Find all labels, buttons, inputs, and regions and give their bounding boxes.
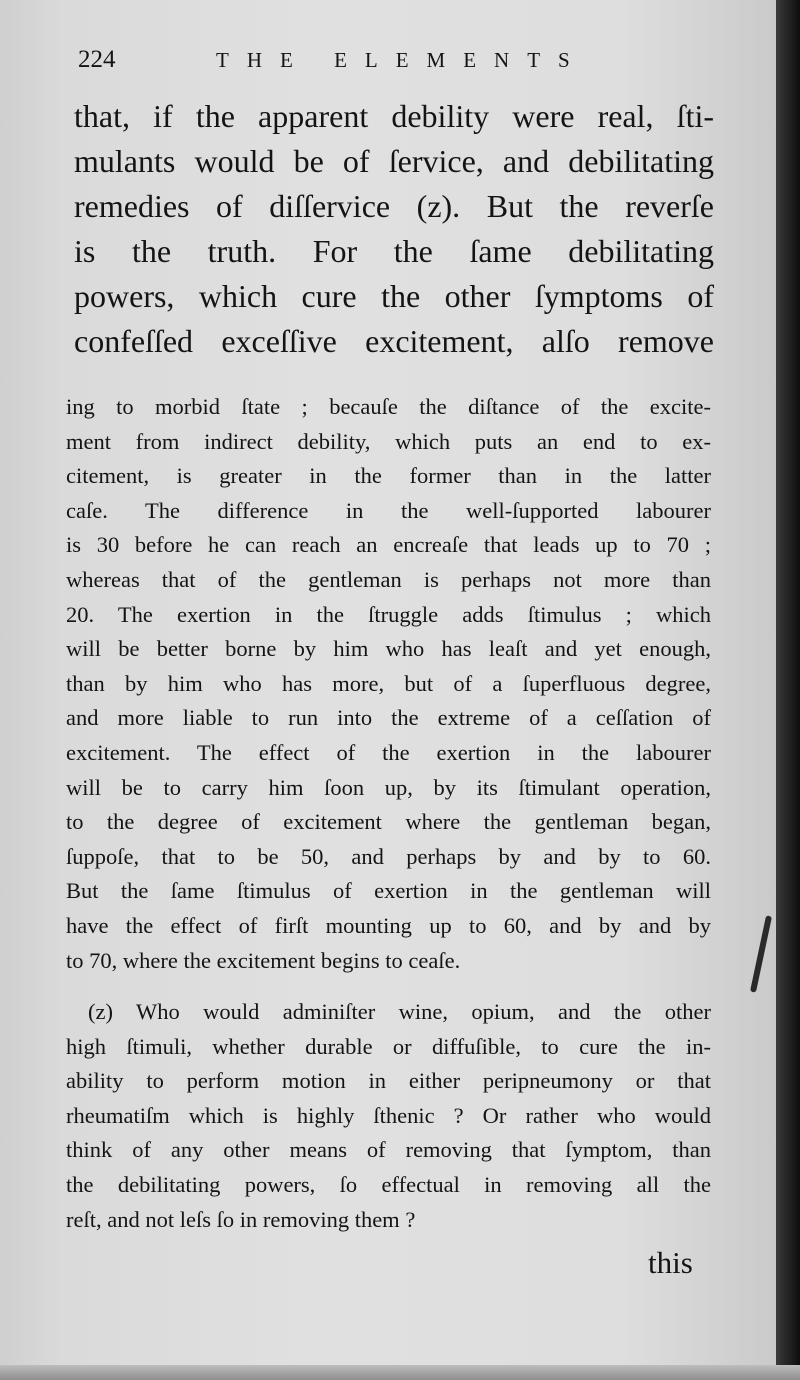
footnote-line: ing to morbid ſtate ; becauſe the diſtance of the excite- bbox=[66, 394, 711, 419]
text-line: powers, which cure the other ſymptoms of bbox=[74, 278, 714, 314]
main-text bbox=[74, 94, 714, 364]
text-line: is the truth. For the ſame debilitating bbox=[74, 233, 714, 269]
running-title: THE ELEMENTS bbox=[216, 48, 588, 72]
text-line: mulants would be of ſervice, and debilitating bbox=[74, 143, 714, 179]
footnote-line: is 30 before he can reach an encreaſe that leads up to 70 ; bbox=[66, 532, 711, 558]
footnote-line: reſt, and not leſs ſo in removing them ? bbox=[66, 1206, 416, 1232]
footnote-line: have the effect of firſt mounting up to 60, and by and by bbox=[66, 912, 711, 938]
footnote-continued bbox=[66, 390, 711, 978]
footnote-line: ment from indirect debility, which puts an end to ex- bbox=[66, 428, 711, 454]
footnote-line: ability to perform motion in either peripneumony or that bbox=[66, 1068, 711, 1094]
footnote-line: to 70, where the excitement begins to ceaſe. bbox=[66, 947, 461, 973]
footnote-line: whereas that of the gentleman is perhaps not more than bbox=[66, 566, 711, 592]
footnote-line: (z) Who would adminiſter wine, opium, and the other bbox=[88, 999, 711, 1024]
footnote-line: and more liable to run into the extreme of a ceſſation of bbox=[66, 705, 711, 731]
footnote-line: will be better borne by him who has leaſt and yet enough, bbox=[66, 636, 711, 662]
footnote-line: But the ſame ſtimulus of exertion in the gentleman will bbox=[66, 878, 711, 904]
margin-ink-mark bbox=[750, 915, 772, 993]
footnote-z bbox=[66, 995, 711, 1237]
footnote-line: rheumatiſm which is highly ſthenic ? Or rather who would bbox=[66, 1102, 711, 1128]
footnote-line: high ſtimuli, whether durable or diffuſible, to cure the in- bbox=[66, 1033, 711, 1059]
footnote-line: ſuppoſe, that to be 50, and perhaps by and by to 60. bbox=[66, 843, 711, 869]
footnote-line: think of any other means of removing that ſymptom, than bbox=[66, 1137, 711, 1163]
text-line: remedies of diſſervice (z). But the reverſe bbox=[74, 188, 714, 224]
footnote-line: the debilitating powers, ſo effectual in removing all the bbox=[66, 1171, 711, 1197]
footnote-line: to the degree of excitement where the gentleman began, bbox=[66, 809, 711, 835]
page-number: 224 bbox=[78, 46, 116, 73]
text-line: confeſſed exceſſive excitement, alſo remove bbox=[74, 323, 714, 359]
book-spine-shadow bbox=[776, 0, 800, 1380]
page-header bbox=[78, 44, 698, 80]
page-bottom-edge bbox=[0, 1365, 800, 1380]
footnote-line: caſe. The difference in the well-ſupported labourer bbox=[66, 497, 711, 523]
footnote-line: than by him who has more, but of a ſuperfluous degree, bbox=[66, 670, 711, 696]
footnote-line: excitement. The effect of the exertion in the labourer bbox=[66, 739, 711, 765]
catchword: this bbox=[648, 1245, 693, 1280]
footnote-line: citement, is greater in the former than in the latter bbox=[66, 463, 711, 489]
footnote-line: will be to carry him ſoon up, by its ſtimulant operation, bbox=[66, 774, 711, 800]
text-line: that, if the apparent debility were real, ſti- bbox=[74, 98, 714, 134]
footnote-line: 20. The exertion in the ſtruggle adds ſtimulus ; which bbox=[66, 601, 711, 627]
